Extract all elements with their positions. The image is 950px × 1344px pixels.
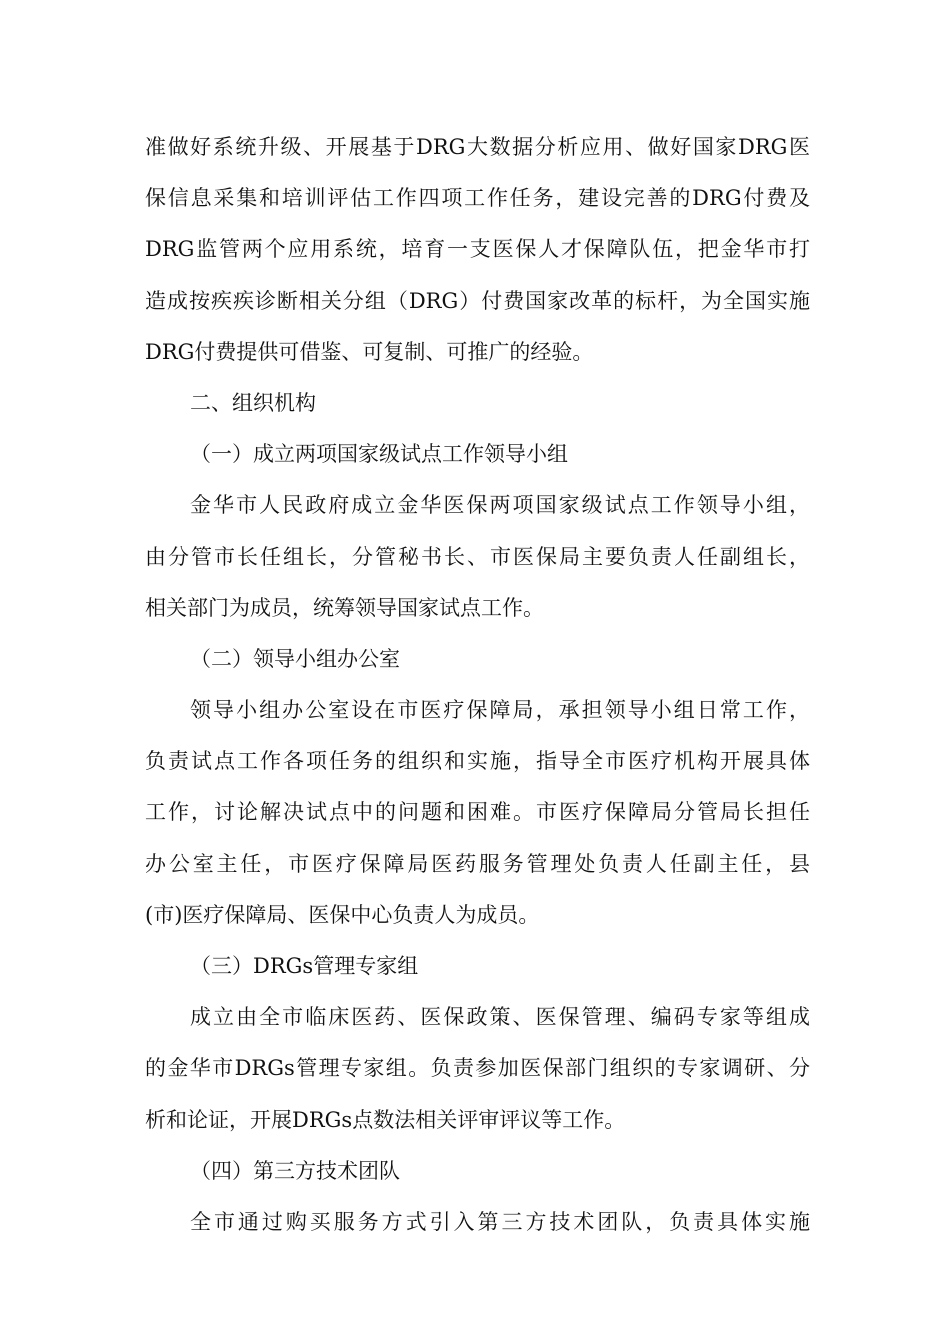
paragraph-line: 保信息采集和培训评估工作四项工作任务，建设完善的DRG付费及: [145, 186, 810, 211]
paragraph-line: 金华市人民政府成立金华医保两项国家级试点工作领导小组，: [190, 493, 810, 518]
document-body: [145, 122, 810, 1248]
paragraph-line: 相关部门为成员，统筹领导国家试点工作。: [145, 595, 544, 620]
section-heading: 二、组织机构: [190, 390, 316, 415]
subsection-heading: （二）领导小组办公室: [190, 646, 400, 671]
paragraph-line: 全市通过购买服务方式引入第三方技术团队，负责具体实施: [190, 1209, 810, 1234]
subsection-heading: （三）DRGs管理专家组: [190, 954, 419, 978]
paragraph-line: 的金华市DRGs管理专家组。负责参加医保部门组织的专家调研、分: [145, 1056, 810, 1081]
paragraph-line: (市)医疗保障局、医保中心负责人为成员。: [145, 902, 540, 927]
paragraph-line: 负责试点工作各项任务的组织和实施，指导全市医疗机构开展具体: [145, 749, 810, 774]
paragraph-line: 造成按疾疾诊断相关分组（DRG）付费国家改革的标杆，为全国实施: [145, 288, 810, 313]
subsection-heading: （四）第三方技术团队: [190, 1158, 400, 1183]
paragraph-line: 领导小组办公室设在市医疗保障局，承担领导小组日常工作，: [190, 698, 810, 723]
paragraph-line: 成立由全市临床医药、医保政策、医保管理、编码专家等组成: [190, 1005, 810, 1030]
paragraph-line: 由分管市长任组长，分管秘书长、市医保局主要负责人任副组长，: [145, 544, 810, 569]
paragraph-line: 办公室主任，市医疗保障局医药服务管理处负责人任副主任，县: [145, 851, 810, 876]
paragraph-line: 析和论证，开展DRGs点数法相关评审评议等工作。: [145, 1107, 626, 1132]
paragraph-line: DRG监管两个应用系统，培育一支医保人才保障队伍，把金华市打: [145, 237, 810, 262]
paragraph-line: DRG付费提供可借鉴、可复制、可推广的经验。: [145, 339, 594, 364]
paragraph-line: 准做好系统升级、开展基于DRG大数据分析应用、做好国家DRG医: [145, 135, 810, 159]
paragraph-line: 工作，讨论解决试点中的问题和困难。市医疗保障局分管局长担任: [145, 800, 810, 825]
subsection-heading: （一）成立两项国家级试点工作领导小组: [190, 442, 568, 467]
